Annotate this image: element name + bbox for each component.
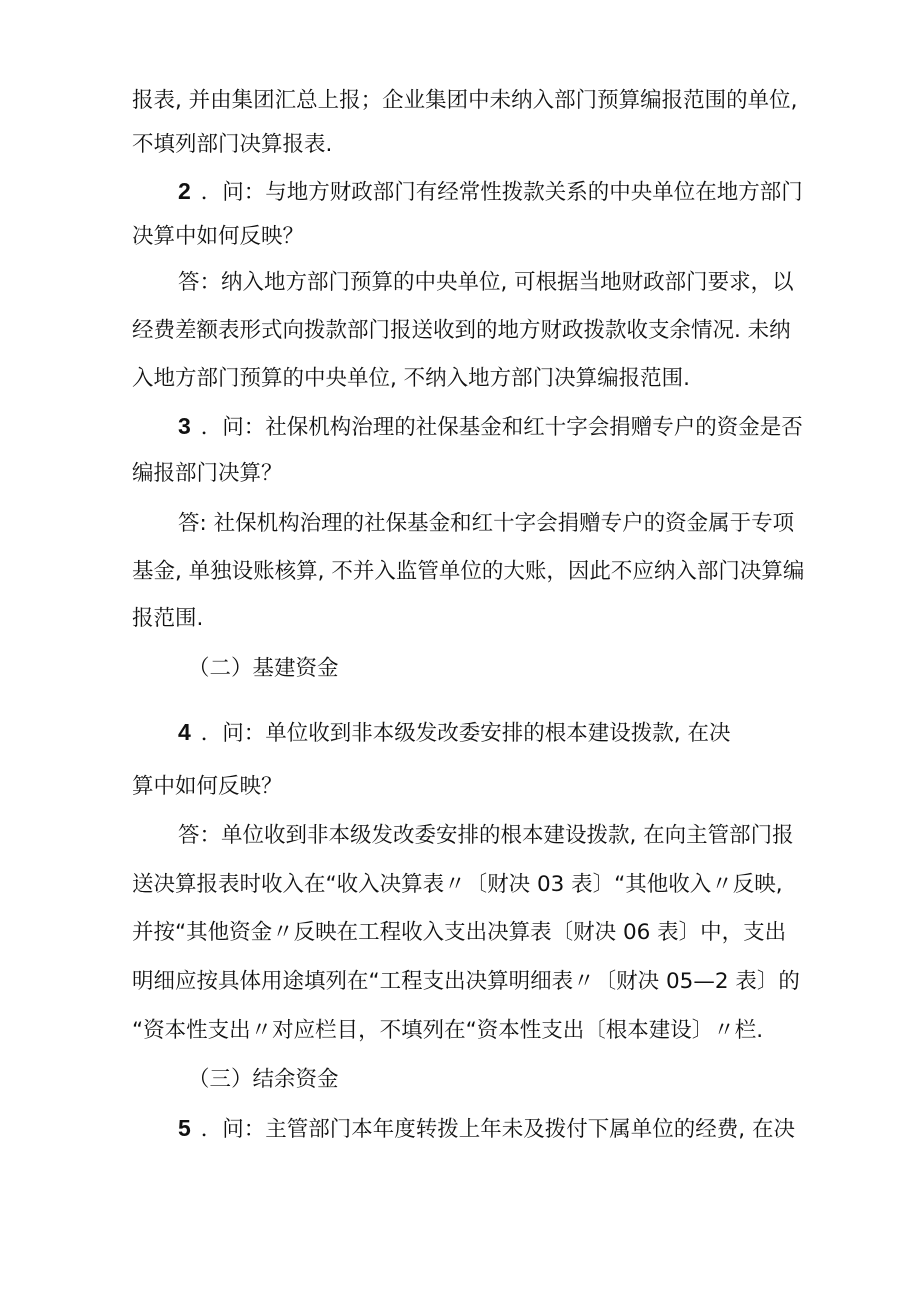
question-number: 3 <box>178 413 191 439</box>
answer-line: 答: 社保机构治理的社保基金和红十字会捐赠专户的资金属于专项 <box>178 511 795 536</box>
question-number: 4 <box>178 719 191 745</box>
paragraph-line: 基金, 单独设账核算, 不并入监管单位的大账，因此不应纳入部门决算编 <box>132 559 805 584</box>
paragraph-line: 报范围. <box>132 606 204 631</box>
question-number: 5 <box>178 1115 191 1141</box>
question-text: ．问：单位收到非本级发改委安排的根本建设拨款, 在决 <box>200 721 731 746</box>
question-3 <box>178 411 803 441</box>
section-heading: （二）基建资金 <box>188 656 339 681</box>
paragraph-line: 不填列部门决算报表. <box>132 132 333 157</box>
paragraph-line: 算中如何反映？ <box>132 774 283 799</box>
question-4 <box>178 717 730 747</box>
question-number: 2 <box>178 178 191 204</box>
paragraph-line: 送决算报表时收入在“收入决算表〃〔财决 03 表〕“其他收入〃反映, <box>132 872 783 897</box>
question-2 <box>178 176 803 206</box>
paragraph-line: 编报部门决算？ <box>132 461 283 486</box>
paragraph-line: 报表, 并由集团汇总上报；企业集团中未纳入部门预算编报范围的单位, <box>132 88 798 113</box>
paragraph-line: 并按“其他资金〃反映在工程收入支出决算表〔财决 06 表〕中，支出 <box>132 920 787 945</box>
paragraph-line: 决算中如何反映？ <box>132 224 305 249</box>
section-heading: （三）结余资金 <box>188 1067 339 1092</box>
answer-line: 答：纳入地方部门预算的中央单位, 可根据当地财政部门要求，以 <box>178 270 794 295</box>
question-text: ．问：与地方财政部门有经常性拨款关系的中央单位在地方部门 <box>200 180 803 205</box>
paragraph-line: 入地方部门预算的中央单位, 不纳入地方部门决算编报范围. <box>132 366 691 391</box>
paragraph-line: “资本性支出〃对应栏目，不填列在“资本性支出〔根本建设〕〃栏. <box>132 1018 764 1043</box>
question-text: ．问：主管部门本年度转拨上年未及拨付下属单位的经费, 在决 <box>200 1117 795 1142</box>
paragraph-line: 经费差额表形式向拨款部门报送收到的地方财政拨款收支余情况. 未纳 <box>132 318 791 343</box>
question-5 <box>178 1113 795 1143</box>
paragraph-line: 明细应按具体用途填列在“工程支出决算明细表〃〔财决 05—2 表〕的 <box>132 969 800 994</box>
question-text: ．问：社保机构治理的社保基金和红十字会捐赠专户的资金是否 <box>200 415 803 440</box>
answer-line: 答：单位收到非本级发改委安排的根本建设拨款, 在向主管部门报 <box>178 823 794 848</box>
